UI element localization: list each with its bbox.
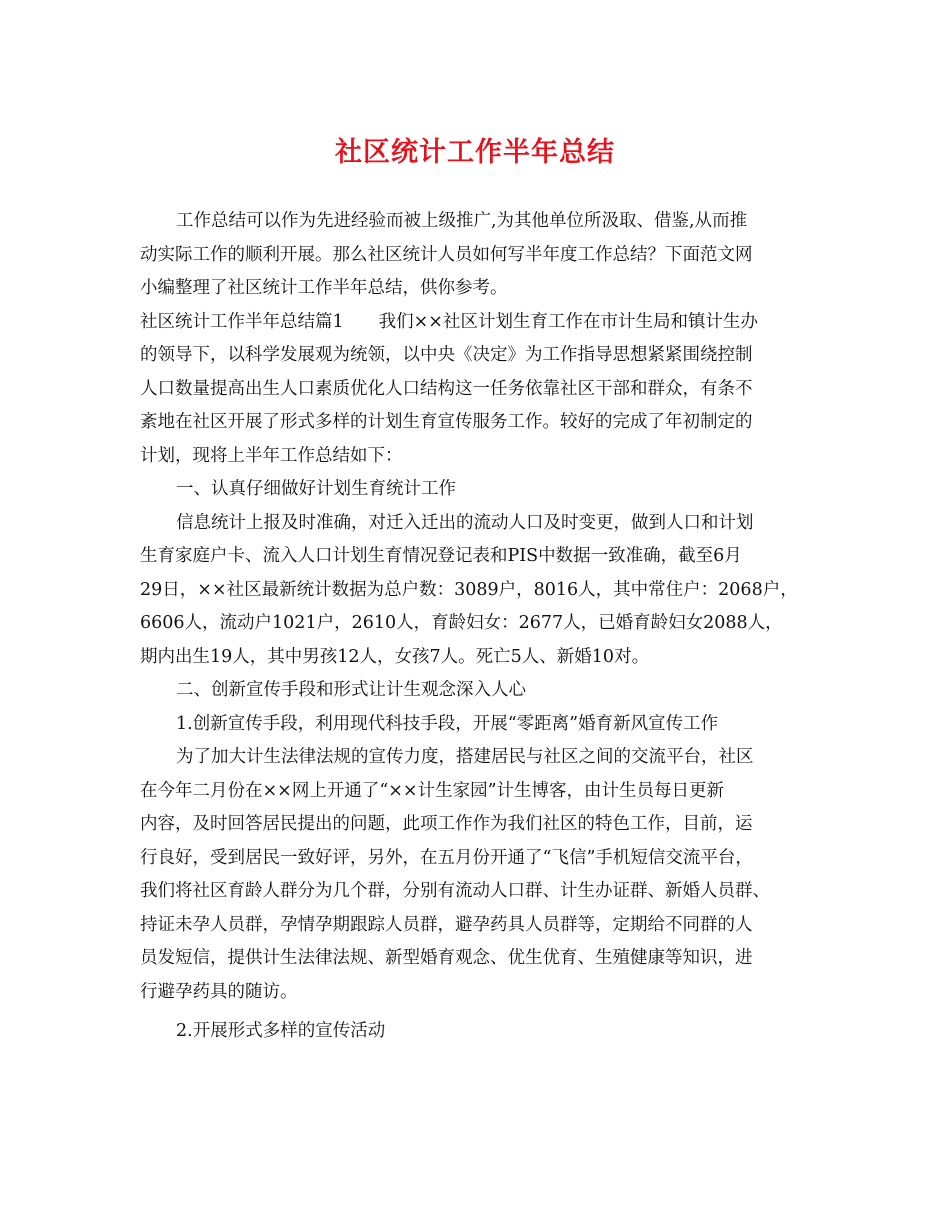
text-line: 人口数量提高出生人口素质优化人口结构这一任务依靠社区干部和群众，有条不 — [140, 378, 753, 399]
text-line: 1.创新宣传手段，利用现代科技手段，开展“零距离”婚育新风宣传工作 — [176, 713, 719, 734]
text-line: 29日，××社区最新统计数据为总户数：3089户，8016人，其中常住户：2068户， — [140, 579, 798, 600]
text-line: 小编整理了社区统计工作半年总结，供你参考。 — [140, 278, 508, 298]
text-line: 行避孕药具的随访。 — [140, 981, 298, 1002]
document-body — [140, 205, 820, 1049]
text-line: 在今年二月份在××网上开通了“××计生家园”计生博客，由计生员每日更新 — [140, 780, 725, 801]
text-line: 社区统计工作半年总结篇1 我们××社区计划生育工作在市计生局和镇计生办 — [140, 311, 758, 332]
text-line: 计划，现将上半年工作总结如下： — [140, 445, 403, 466]
text-line: 2.开展形式多样的宣传活动 — [176, 1021, 386, 1041]
text-line: 一、认真仔细做好计划生育统计工作 — [176, 479, 456, 499]
text-line: 工作总结可以作为先进经验而被上级推广,为其他单位所汲取、借鉴,从而推 — [176, 211, 748, 231]
text-line: 动实际工作的顺利开展。那么社区统计人员如何写半年度工作总结？下面范文网 — [140, 244, 753, 265]
text-line: 生育家庭户卡、流入人口计划生育情况登记表和PIS中数据一致准确，截至6月 — [140, 546, 742, 566]
text-line: 的领导下，以科学发展观为统领，以中央《决定》为工作指导思想紧紧围绕控制 — [140, 345, 753, 365]
text-line: 期内出生19人，其中男孩12人，女孩7人。死亡5人、新婚10对。 — [140, 646, 650, 667]
text-line: 内容，及时回答居民提出的问题，此项工作作为我们社区的特色工作，目前，运 — [140, 814, 753, 834]
text-line: 信息统计上报及时准确，对迁入迁出的流动人口及时变更，做到人口和计划 — [176, 512, 754, 533]
text-line: 员发短信，提供计生法律法规、新型婚育观念、优生优育、生殖健康等知识，进 — [140, 948, 753, 968]
text-line: 为了加大计生法律法规的宣传力度，搭建居民与社区之间的交流平台，社区 — [176, 747, 754, 767]
text-line: 6606人，流动户1021户，2610人，育龄妇女：2677人，已婚育龄妇女2088人， — [140, 613, 783, 633]
document-title: 社区统计工作半年总结 — [335, 137, 615, 168]
text-line: 我们将社区育龄人群分为几个群，分别有流动人口群、计生办证群、新婚人员群、 — [140, 881, 770, 901]
text-line: 二、创新宣传手段和形式让计生观念深入人心 — [176, 680, 526, 700]
text-line: 持证未孕人员群，孕情孕期跟踪人员群，避孕药具人员群等，定期给不同群的人 — [140, 914, 753, 935]
text-line: 行良好，受到居民一致好评，另外，在五月份开通了“飞信”手机短信交流平台， — [140, 847, 753, 868]
text-line: 紊地在社区开展了形式多样的计划生育宣传服务工作。较好的完成了年初制定的 — [140, 412, 753, 432]
